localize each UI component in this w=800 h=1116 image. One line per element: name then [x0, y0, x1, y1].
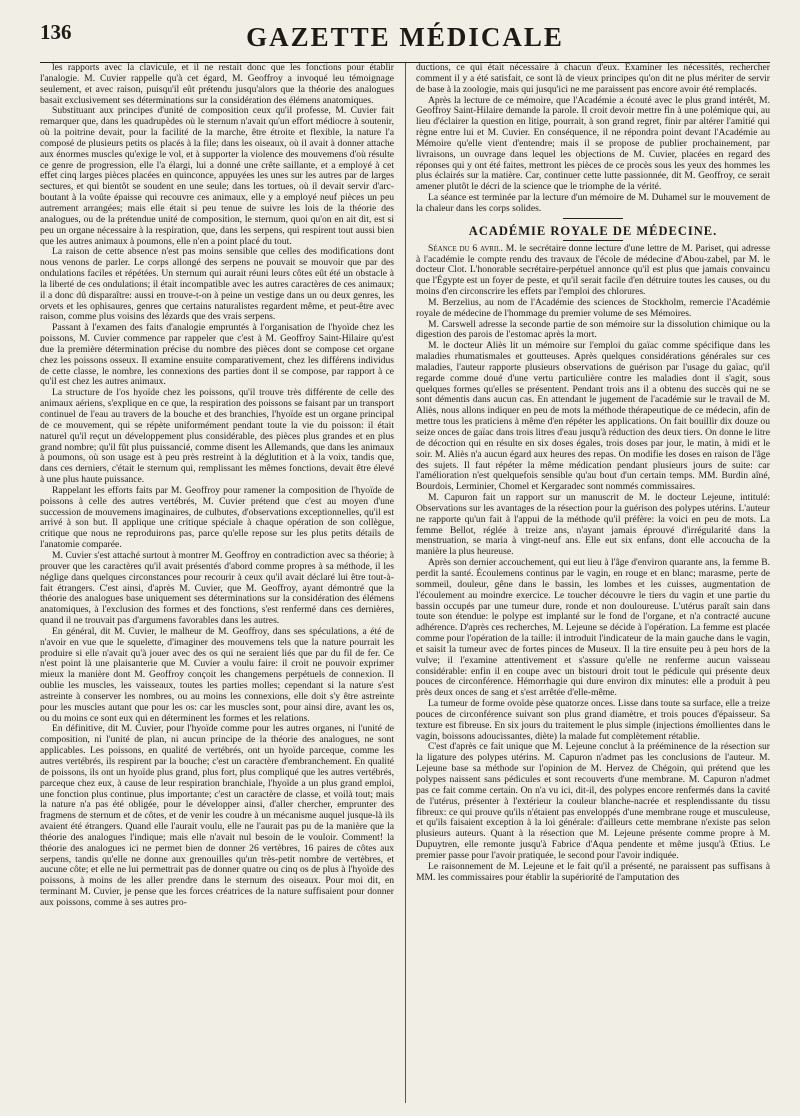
left-column	[40, 63, 394, 1103]
section-title: ACADÉMIE ROYALE DE MÉDECINE.	[468, 223, 718, 238]
paragraph-text: M. le secrétaire donne lecture d'une lettre de M. Pariset, qui adresse à l'académie le compte rendu des travaux de l'école de médecine d'Abou-zabel, par M. le docteur Clot. L'honorable secrétaire-perpétuel annonce qu'il est plus que jamais convaincu que l'Égypte est un foyer de peste, et qu'il serait facile d'en détruire toutes les causes, ou du moins d'en circonscrire les effets par l'emploi des chlorures.	[416, 242, 770, 298]
column-divider	[405, 63, 406, 1103]
paragraph: La séance est terminée par la lecture d'un mémoire de M. Duhamel sur le mouvement de la chaleur dans les corps solides.	[416, 192, 770, 214]
paragraph	[416, 244, 770, 298]
paragraph: M. Carswell adresse la seconde partie de son mémoire sur la dissolution chimique ou la digestion des parois de l'estomac après la mort.	[416, 318, 770, 341]
paragraph: M. Cuvier s'est attaché surtout à montrer M. Geoffroy en contradiction avec sa théorie; à prouver que les caractères qu'il avait présentés d'abord comme propres à sa méthode, il les néglige dans quelques circonstances pour recourir à ceux qu'il avait déclaré lui être tout-à-fait étrangers. C'est ainsi, d'après M. Cuvier, que M. Geoffroy, ayant démontré que la théorie des analogues base uniquement ses déterminations sur la considération des élémens anatomiques, à l'exclusion des formes et des fonctions, s'est renfermé dans ces dernières, quand il ne trouvait pas d'argumens favorables dans les autres.	[40, 549, 394, 627]
paragraph: Rappelant les efforts faits par M. Geoffroy pour ramener la composition de l'hyoïde de poissons à celle des autres vertébrés, M. Cuvier prétend que c'est au moyen d'une succession de mouvemens imaginaires, de culbutes, d'observations exceptionnelles, qu'il est arrivé à son but. Il applique une critique spéciale à chaque opération de son collègue, critique que nous ne reproduirons pas, parce qu'elle repose sur les plus petits détails de l'anatomie comparée.	[40, 484, 394, 551]
paragraph: M. Berzelius, au nom de l'Académie des sciences de Stockholm, remercie l'Académie royale de médecine de l'hommage du premier volume de ses Mémoires.	[416, 296, 770, 319]
paragraph: C'est d'après ce fait unique que M. Lejeune conclut à la prééminence de la résection sur la ligature des polypes utérins. M. Capuron n'admet pas les conclusions de l'auteur. M. Lejeune base sa méthode sur l'opinion de M. Hervez de Chégoin, qui prétend que les polypes naissent sans pédicules et sont recouverts d'une membrane. M. Capuron n'admet pas ce fait comme certain. On n'a vu ici, dit-il, des polypes encore renfermés dans la cavité de l'utérus, présenter à l'extérieur la couleur blanche-nacrée et resplendissante du tissu fibreux: ce qui prouve qu'ils n'étaient pas enveloppés d'une membrane rouge et musculeuse, et qu'ils faisaient exception à la loi générale: d'ailleurs cette membrane n'existe pas selon plusieurs auteurs. Quant à la résection que M. Lejeune présente comme propre à M. Dupuytren, elle remonte jusqu'à Fabrice d'Aqua pendente et même jusqu'à Œtius. Le premier passe pour l'avoir pratiquée, le second pour l'avoir indiquée.	[416, 741, 770, 861]
right-column-bottom	[416, 244, 770, 884]
section-rule-top	[563, 218, 623, 219]
paragraph: La raison de cette absence n'est pas moins sensible que celles des modifications dont nous venons de parler. Le corps allongé des serpens ne pouvait se mouvoir que par des ondulations faciles et répétées. Un sternum qui aurait réuni leurs côtes eût été un obstacle à la liberté de ces ondulations; il était incompatible avec les autres caractères de ces animaux; il a donc dû disparaître: aussi en trouve-t-on à peine un vestige dans un ou deux genres, les orvets et les ophisaures, genres que certains naturalistes regardent même, et peut-être avec raison, comme plus voisins des lézards que des vrais serpens.	[40, 246, 394, 323]
paragraph: La tumeur de forme ovoïde pèse quatorze onces. Lisse dans toute sa surface, elle a treize pouces de circonférence suivant son plus grand diamètre, et trois pouces d'épaisseur. Sa texture est fibreuse. En six jours du traitement le plus simple (injections émollientes dans le vagin, boissons adoucissantes, diète) la malade fut complètement rétablie.	[416, 698, 770, 742]
paragraph: En définitive, dit M. Cuvier, pour l'hyoïde comme pour les autres organes, ni l'unité de composition, ni l'unité de plan, ni aucun principe de la théorie des analogues, ne sont applicables. Les poissons, en qualité de vertébrés, ont un hyoïde parceque, comme les autres vertébrés, ils respirent par la bouche; c'est un caractère d'embranchement. En qualité de poissons, ils ont un hyoïde plus grand, plus fort, plus compliqué que les autres vertébrés, parceque chez eux, à cause de leur respiration branchiale, l'hyoïde a un plus grand emploi, une fonction plus continue, plus importante; c'est un caractère de classe, et voilà tout; mais la nature n'a pas été obligée, pour le développer ainsi, d'aller chercher, emprunter des fragmens de sternum et de côtes, et de venir les coudre à un mécanisme auquel jusque-là ils avaient été étrangers. Quand elle l'aurait voulu, elle ne l'aurait pas pu de la manière que la théorie des analogues l'indique; mais elle n'avait nul besoin de le vouloir. Comment! la théorie des analogues ici ne permet bien de donner 26 vertèbres, 16 paires de côtes aux serpens, tandis qu'elle ne donne aux grenouilles qu'un très-petit nombre de vertèbres, et aucune côte; et elle ne lui permettrait pas de donner quatre ou cinq os de plus à l'hyoïde des poissons, à moins de les aller prendre dans le sternum des oiseaux. Pour moi dit, en terminant M. Cuvier, je pense que les forces créatrices de la nature suffisaient pour donner aux poissons, comme à ses autres pro-	[40, 723, 394, 908]
page-header	[40, 16, 770, 58]
paragraph: En général, dit M. Cuvier, le malheur de M. Geoffroy, dans ses spéculations, a été de n'avoir en vue que le squelette, d'imaginer des mouvemens tels que la nature pourrait les produire si elle n'avait qu'à jouer avec des os qui ne seraient liés que par du fil de fer. Ce n'est point là une plaisanterie que M. Cuvier a voulu faire: il croit ne pouvoir exprimer mieux la manière dont M. Geoffroy conçoit les changemens perpétuels de connexion. Il oublie les muscles, les vaisseaux, toutes les parties molles; cependant si la nature s'est astreinte à conserver les nombres, ou au moins les connexions, elle doit s'y être astreinte pour les muscles autant que pour les os: car les muscles sont, pour ainsi dire, avant les os, ou du moins ce sont eux qui en déterminent les formes et les relations.	[40, 625, 394, 724]
right-column	[416, 63, 770, 1103]
paragraph: M. le docteur Aliès lit un mémoire sur l'emploi du gaïac comme spécifique dans les maladies rhumatismales et goutteuses. Après quelques considérations générales sur ces maladies, l'auteur rapporte plusieurs observations de guérison par l'usage du gaïac, qu'il regarde comme doué d'une vertu particulière contre les maladies dont il s'agit, sous quelques formes qu'elles se présentent. Pendant trois ans il a obtenu des succès qui ne se sont démentis dans aucun cas. En attendant le jugement de l'académie sur le travail de M. Aliès, nous allons indiquer en peu de mots la méthode thérapeutique de ce médecin, afin de mettre tous les praticiens à même d'en répéter les applications. On fait bouillir dix douze ou seize onces de gaïac dans trois litres d'eau jusqu'à réduction des deux tiers. On donne le litre de décoction qui en résulte en six doses égales, trois doses par jour, le matin, à midi et le soir. M. Aliès n'a aucun égard aux heures des repas. On modifie les doses en raison de l'âge des sujets. Il faut répéter la même médication pendant plusieurs jours de suite: car l'amélioration n'est quelquefois sensible qu'au bout d'un certain temps. MM. Burdin aîné, Bourdois, Lerminier, Chomel et Kergaradec sont nommés commissaires.	[416, 340, 770, 493]
text-columns	[40, 63, 770, 1103]
paragraph: les rapports avec la clavicule, et il ne restait donc que les fonctions pour établir l'analogie. M. Cuvier rappelle qu'à cet égard, M. Geoffroy a invoqué leu témoignage seulement, et avec raison, puisqu'il eût prétendu jusqu'alors que la théorie des analogues basait exclusivement ses déterminations sur la considération des élémens anatomiques.	[40, 63, 394, 106]
paragraph: ductions, ce qui était nécessaire à chacun d'eux. Examiner les nécessités, rechercher comment il y a été satisfait, ce sont là de vieux principes qu'on dit ne plus mériter de servir de base à la zoologie, mais qui jusqu'ici ne me paraissent pas encore avoir été remplacés.	[416, 63, 770, 95]
paragraph: Après son dernier accouchement, qui eut lieu à l'âge d'environ quarante ans, la femme B. perdit la santé. Écoulemens continus par le vagin, en rouge et en blanc; marasme, perte de sommeil, douleur, gêne dans le bassin, les lombes et les cuisses, augmentation de l'écoulement au moindre exercice. Le toucher découvre le tiers du vagin et une partie du bassin occupés par une tumeur dure, ronde et non douloureuse. L'utérus paraît sain dans toute son étendue: le polype est implanté sur le fond de l'organe, et n'a contracté aucune adhérence. D'après ces recherches, M. Lejeune se décide à l'opération. La femme est placée comme pour l'opération de la taille: il introduit l'indicateur de la main gauche dans le vagin, et saisit la tumeur avec de fortes pinces de Museux. Il la tire ensuite peu à peu hors de la vulve; il l'examine attentivement et s'assure qu'elle ne renferme aucun vaisseau considérable: enfin il en coupe avec un bistouri droit tout le pédicule qui présente deux pouces de circonférence. Hémorrhagie qui dure environ dix minutes: elle a produit à peu près deux onces de sang et s'est arrêtée d'elle-même.	[416, 557, 770, 699]
paragraph: Après la lecture de ce mémoire, que l'Académie a écouté avec le plus grand intérêt, M. Geoffroy Saint-Hilaire demande la parole. Il croit devoir mettre fin à une polémique qui, au lieu d'éclairer la question en litige, pourrait, à son grand regret, finir par altérer l'amitié qui règne entre lui et M. Cuvier. En conséquence, il ne répondra point devant l'Académie au Mémoire qu'elle vient d'entendre; mais il se propose de publier prochainement, par livraisons, un ouvrage dans lequel les objections de M. Cuvier, placées en regard des réponses qui y ont été faites, mettront les pièces de ce procès sous les yeux des hommes les plus éclairés sur la matière. Car, continuer cette lutte passionnée, dit M. Geoffroy, ce serait amener plutôt le décri de la science que le triomphe de la vérité.	[416, 94, 770, 193]
publication-title: GAZETTE MÉDICALE	[246, 22, 564, 52]
paragraph: La structure de l'os hyoïde chez les poissons, qu'il trouve très différente de celle des animaux aériens, s'explique en ce que, la respiration des poissons se faisant par un transport continuel de l'eau au travers de la bouche et des branchies, l'hyoïde est un organe principal de ce mouvement, qui se répète uniformément pendant toute la vie du poisson: il était naturel qu'il reçut un développement plus considérable, des pièces plus grandes et en plus grand nombre; qu'il fût plus puissancié, comme disent les Allemands, que dans les animaux à poumons, où son usage est à peu près restreint à la déglutition et à la voix, tandis que, dans ces derniers, c'était le sternum qui, remplissant les mêmes fonctions, devait être élevé à une plus haute puissance.	[40, 387, 394, 486]
paragraph: M. Capuron fait un rapport sur un manuscrit de M. le docteur Lejeune, intitulé: Observations sur les avantages de la résection pour la guérison des polypes utérins. L'auteur ne rapporte qu'un fait à l'appui de la méthode qu'il préfère: la voici en peu de mots. La femme Bellot, réglée à treize ans, n'ayant jamais éprouvé d'irrégularité dans la menstruation, se maria à vingt-neuf ans. Elle eut six enfans, dont elle accoucha de la manière la plus heureuse.	[416, 492, 770, 558]
paragraph: Passant à l'examen des faits d'analogie empruntés à l'organisation de l'hyoïde chez les poissons, M. Cuvier commence par rappeler que c'est à M. Geoffroy Saint-Hilaire qu'est due la première détermination précise du nombre des pièces dont se compose cet organe chez les poissons osseux. Il examine ensuite comparativement, chez les différens individus de cette classe, le nombre, les connexions des parties dont il se compose, par rapport à ce qu'il est chez les autres animaux.	[40, 322, 394, 388]
page-number: 136	[40, 20, 72, 44]
section-rule-bottom	[563, 240, 623, 241]
right-column-top	[416, 63, 770, 215]
session-label: Séance du 6 avril.	[428, 242, 503, 254]
paragraph: Substituant aux principes d'unité de composition ceux qu'il professe, M. Cuvier fait remarquer que, dans les quadrupèdes où le sternum n'avait qu'un effort médiocre à soutenir, où la poitrine devait, pour la facilité de la marche, être étroite et flexible, la nature l'a composé de plusieurs petits os placés à la file; dans les oiseaux, où il avait à donner attache aux énormes muscles qu'exige le vol, et à supporter la violence des mouvemens d'où résulte ce genre de progression, elle l'a élargi, lui a donné une crête saillante, et a employé à cet effet cinq larges pièces placées en quinconce, appuyées les unes sur les autres par de larges sectures, et qui bientôt se soudent en une seule; dans les tortues, où il devait servir d'arc-boutant à la voûte épaisse qui recouvre ces animaux, elle y a employé neuf pièces un peu autrement arrangées; mais elle était si peu tenue de suivre les lois de la théorie des analogues, ou de la prétendue unité de composition, le sternum, quoi qu'on en ait dit, est si peu un organe nécessaire à la respiration, que, dans les serpens, qui respirent tout aussi bien que les autres animaux à poumons, elle n'en a point placé du tout.	[40, 105, 394, 247]
paragraph: Le raisonnement de M. Lejeune et le fait qu'il a présenté, ne paraissent pas suffisans à MM. les commissaires pour établir la supériorité de l'amputation des	[416, 860, 770, 883]
